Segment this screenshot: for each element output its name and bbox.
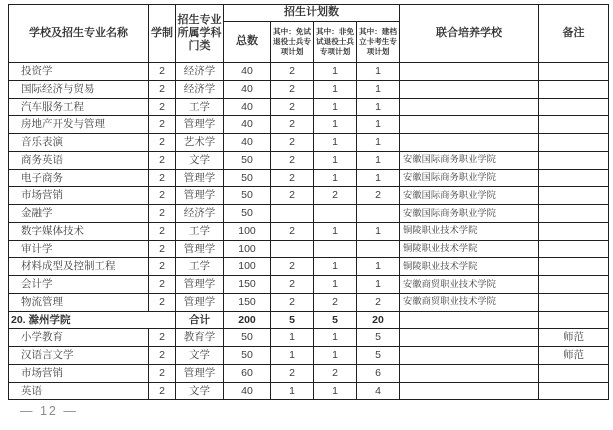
cell-total: 150 (224, 276, 271, 294)
major-row (9, 63, 609, 81)
cell-joint-school (400, 116, 539, 134)
cell-non-exempt-veteran-plan: 5 (314, 311, 357, 329)
cell-joint-school (400, 98, 539, 116)
cell-major-name: 音乐表演 (9, 134, 149, 152)
cell-non-exempt-veteran-plan: 1 (314, 329, 357, 347)
cell-joint-school: 安徽商贸职业技术学院 (400, 293, 539, 311)
cell-remark (539, 258, 609, 276)
cell-discipline: 教育学 (176, 329, 224, 347)
major-row (9, 134, 609, 152)
cell-major-name: 汽车服务工程 (9, 98, 149, 116)
cell-joint-school: 铜陵职业技术学院 (400, 222, 539, 240)
header-row-1 (9, 5, 609, 22)
page-number: — 12 — (20, 404, 78, 418)
cell-exempt-veteran-plan: 2 (271, 364, 314, 382)
cell-major-name: 会计学 (9, 276, 149, 294)
cell-bankcard-candidate-plan: 1 (357, 222, 400, 240)
cell-non-exempt-veteran-plan: 1 (314, 258, 357, 276)
cell-exempt-veteran-plan: 2 (271, 116, 314, 134)
cell-non-exempt-veteran-plan: 1 (314, 347, 357, 365)
cell-remark (539, 63, 609, 81)
cell-remark: 师范 (539, 329, 609, 347)
cell-major-name: 房地产开发与管理 (9, 116, 149, 134)
cell-major-name: 数字媒体技术 (9, 222, 149, 240)
cell-duration: 2 (149, 222, 176, 240)
cell-non-exempt-veteran-plan: 1 (314, 63, 357, 81)
major-row (9, 222, 609, 240)
cell-major-name: 投资学 (9, 63, 149, 81)
cell-discipline: 工学 (176, 222, 224, 240)
major-row (9, 382, 609, 400)
cell-total: 200 (224, 311, 271, 329)
major-row (9, 293, 609, 311)
cell-exempt-veteran-plan: 2 (271, 80, 314, 98)
cell-total: 100 (224, 258, 271, 276)
major-row (9, 169, 609, 187)
cell-total: 40 (224, 134, 271, 152)
cell-discipline: 经济学 (176, 205, 224, 223)
cell-remark (539, 151, 609, 169)
cell-duration: 2 (149, 258, 176, 276)
cell-joint-school (400, 134, 539, 152)
cell-exempt-veteran-plan: 2 (271, 151, 314, 169)
cell-remark (539, 311, 609, 329)
cell-duration: 2 (149, 382, 176, 400)
cell-joint-school: 安徽国际商务职业学院 (400, 151, 539, 169)
cell-joint-school (400, 80, 539, 98)
major-row (9, 205, 609, 223)
cell-remark (539, 364, 609, 382)
cell-remark (539, 382, 609, 400)
cell-total: 40 (224, 80, 271, 98)
cell-total: 40 (224, 63, 271, 81)
cell-major-name: 国际经济与贸易 (9, 80, 149, 98)
cell-exempt-veteran-plan (271, 240, 314, 258)
major-row (9, 116, 609, 134)
cell-non-exempt-veteran-plan: 1 (314, 151, 357, 169)
cell-total: 40 (224, 382, 271, 400)
cell-remark (539, 205, 609, 223)
table-header (9, 5, 609, 63)
cell-bankcard-candidate-plan: 1 (357, 151, 400, 169)
header-remark: 备注 (539, 5, 609, 63)
cell-total: 60 (224, 364, 271, 382)
cell-duration: 2 (149, 329, 176, 347)
major-row (9, 276, 609, 294)
major-row (9, 258, 609, 276)
cell-remark (539, 98, 609, 116)
cell-remark: 师范 (539, 347, 609, 365)
cell-exempt-veteran-plan: 1 (271, 382, 314, 400)
major-row (9, 151, 609, 169)
cell-exempt-veteran-plan (271, 205, 314, 223)
cell-remark (539, 222, 609, 240)
cell-exempt-veteran-plan: 2 (271, 187, 314, 205)
cell-major-name: 英语 (9, 382, 149, 400)
cell-non-exempt-veteran-plan: 1 (314, 382, 357, 400)
cell-major-name: 电子商务 (9, 169, 149, 187)
cell-duration: 2 (149, 205, 176, 223)
cell-major-name: 商务英语 (9, 151, 149, 169)
cell-joint-school: 安徽国际商务职业学院 (400, 187, 539, 205)
cell-duration: 2 (149, 134, 176, 152)
cell-bankcard-candidate-plan: 1 (357, 116, 400, 134)
cell-joint-school (400, 347, 539, 365)
cell-joint-school (400, 311, 539, 329)
cell-major-name: 材料成型及控制工程 (9, 258, 149, 276)
cell-major-name: 市场营销 (9, 187, 149, 205)
cell-bankcard-candidate-plan: 1 (357, 80, 400, 98)
cell-exempt-veteran-plan: 1 (271, 347, 314, 365)
cell-joint-school (400, 382, 539, 400)
cell-duration: 2 (149, 80, 176, 98)
cell-major-name: 小学教育 (9, 329, 149, 347)
cell-discipline: 文学 (176, 347, 224, 365)
cell-remark (539, 276, 609, 294)
cell-non-exempt-veteran-plan: 1 (314, 98, 357, 116)
cell-remark (539, 293, 609, 311)
major-row (9, 80, 609, 98)
cell-non-exempt-veteran-plan (314, 205, 357, 223)
cell-duration: 2 (149, 347, 176, 365)
cell-bankcard-candidate-plan (357, 205, 400, 223)
header-exempt-veteran-plan: 其中：免试退役士兵专项计划 (271, 22, 314, 63)
cell-duration: 2 (149, 116, 176, 134)
cell-exempt-veteran-plan: 2 (271, 98, 314, 116)
cell-total: 40 (224, 116, 271, 134)
cell-exempt-veteran-plan: 5 (271, 311, 314, 329)
header-non-exempt-veteran-plan: 其中：非免试退役士兵专项计划 (314, 22, 357, 63)
cell-duration: 2 (149, 151, 176, 169)
cell-major-name: 审计学 (9, 240, 149, 258)
cell-joint-school: 铜陵职业技术学院 (400, 258, 539, 276)
major-row (9, 187, 609, 205)
cell-discipline: 管理学 (176, 116, 224, 134)
header-enrollment-plan-group: 招生计划数 (224, 5, 400, 22)
cell-remark (539, 240, 609, 258)
cell-bankcard-candidate-plan: 20 (357, 311, 400, 329)
school-total-row (9, 311, 609, 329)
cell-discipline: 管理学 (176, 293, 224, 311)
cell-duration: 2 (149, 276, 176, 294)
cell-major-name: 汉语言文学 (9, 347, 149, 365)
cell-exempt-veteran-plan: 2 (271, 63, 314, 81)
cell-joint-school (400, 364, 539, 382)
cell-non-exempt-veteran-plan: 1 (314, 276, 357, 294)
header-discipline-category: 招生专业所属学科门类 (176, 5, 224, 63)
cell-discipline: 文学 (176, 151, 224, 169)
admissions-plan-table (8, 4, 609, 400)
cell-discipline: 艺术学 (176, 134, 224, 152)
cell-bankcard-candidate-plan: 1 (357, 169, 400, 187)
header-bankcard-candidate-plan: 其中：建档立卡考生专项计划 (357, 22, 400, 63)
cell-bankcard-candidate-plan: 1 (357, 258, 400, 276)
cell-duration: 2 (149, 293, 176, 311)
cell-discipline: 工学 (176, 258, 224, 276)
cell-bankcard-candidate-plan: 5 (357, 347, 400, 365)
cell-duration: 2 (149, 240, 176, 258)
cell-joint-school: 铜陵职业技术学院 (400, 240, 539, 258)
cell-non-exempt-veteran-plan: 1 (314, 116, 357, 134)
cell-remark (539, 169, 609, 187)
cell-discipline: 经济学 (176, 80, 224, 98)
major-row (9, 329, 609, 347)
header-duration: 学制 (149, 5, 176, 63)
cell-discipline: 管理学 (176, 276, 224, 294)
cell-discipline: 合计 (176, 311, 224, 329)
cell-total: 40 (224, 98, 271, 116)
cell-bankcard-candidate-plan: 2 (357, 187, 400, 205)
cell-total: 100 (224, 240, 271, 258)
cell-discipline: 工学 (176, 98, 224, 116)
cell-joint-school: 安徽国际商务职业学院 (400, 169, 539, 187)
major-row (9, 240, 609, 258)
cell-non-exempt-veteran-plan: 2 (314, 293, 357, 311)
cell-major-name: 物流管理 (9, 293, 149, 311)
cell-bankcard-candidate-plan: 5 (357, 329, 400, 347)
cell-bankcard-candidate-plan: 4 (357, 382, 400, 400)
table-body (9, 63, 609, 400)
cell-bankcard-candidate-plan (357, 240, 400, 258)
cell-non-exempt-veteran-plan (314, 240, 357, 258)
cell-remark (539, 116, 609, 134)
cell-duration: 2 (149, 169, 176, 187)
cell-bankcard-candidate-plan: 1 (357, 134, 400, 152)
cell-exempt-veteran-plan: 2 (271, 134, 314, 152)
cell-total: 50 (224, 151, 271, 169)
cell-discipline: 管理学 (176, 364, 224, 382)
cell-duration: 2 (149, 98, 176, 116)
cell-remark (539, 80, 609, 98)
cell-exempt-veteran-plan: 2 (271, 258, 314, 276)
cell-bankcard-candidate-plan: 1 (357, 276, 400, 294)
cell-non-exempt-veteran-plan: 2 (314, 364, 357, 382)
cell-exempt-veteran-plan: 2 (271, 293, 314, 311)
cell-duration: 2 (149, 364, 176, 382)
cell-exempt-veteran-plan: 2 (271, 276, 314, 294)
cell-total: 50 (224, 169, 271, 187)
cell-non-exempt-veteran-plan: 2 (314, 187, 357, 205)
cell-bankcard-candidate-plan: 1 (357, 63, 400, 81)
cell-total: 50 (224, 187, 271, 205)
major-row (9, 364, 609, 382)
cell-discipline: 经济学 (176, 63, 224, 81)
cell-non-exempt-veteran-plan: 1 (314, 222, 357, 240)
cell-joint-school (400, 329, 539, 347)
cell-bankcard-candidate-plan: 1 (357, 98, 400, 116)
cell-total: 50 (224, 329, 271, 347)
cell-major-name: 市场营销 (9, 364, 149, 382)
cell-discipline: 管理学 (176, 187, 224, 205)
cell-total: 150 (224, 293, 271, 311)
header-total: 总数 (224, 22, 271, 63)
cell-non-exempt-veteran-plan: 1 (314, 169, 357, 187)
cell-total: 50 (224, 205, 271, 223)
cell-duration: 2 (149, 63, 176, 81)
cell-exempt-veteran-plan: 2 (271, 222, 314, 240)
cell-exempt-veteran-plan: 1 (271, 329, 314, 347)
cell-bankcard-candidate-plan: 2 (357, 293, 400, 311)
cell-discipline: 管理学 (176, 240, 224, 258)
cell-duration: 2 (149, 187, 176, 205)
cell-exempt-veteran-plan: 2 (271, 169, 314, 187)
cell-remark (539, 187, 609, 205)
cell-non-exempt-veteran-plan: 1 (314, 80, 357, 98)
cell-non-exempt-veteran-plan: 1 (314, 134, 357, 152)
cell-discipline: 文学 (176, 382, 224, 400)
cell-discipline: 管理学 (176, 169, 224, 187)
major-row (9, 347, 609, 365)
cell-remark (539, 134, 609, 152)
cell-joint-school: 安徽商贸职业技术学院 (400, 276, 539, 294)
cell-joint-school: 安徽国际商务职业学院 (400, 205, 539, 223)
cell-major-name: 金融学 (9, 205, 149, 223)
header-joint-school: 联合培养学校 (400, 5, 539, 63)
header-school-major: 学校及招生专业名称 (9, 5, 149, 63)
major-row (9, 98, 609, 116)
cell-total: 100 (224, 222, 271, 240)
cell-school-name: 20. 滁州学院 (9, 311, 176, 329)
cell-joint-school (400, 63, 539, 81)
cell-bankcard-candidate-plan: 6 (357, 364, 400, 382)
cell-total: 50 (224, 347, 271, 365)
